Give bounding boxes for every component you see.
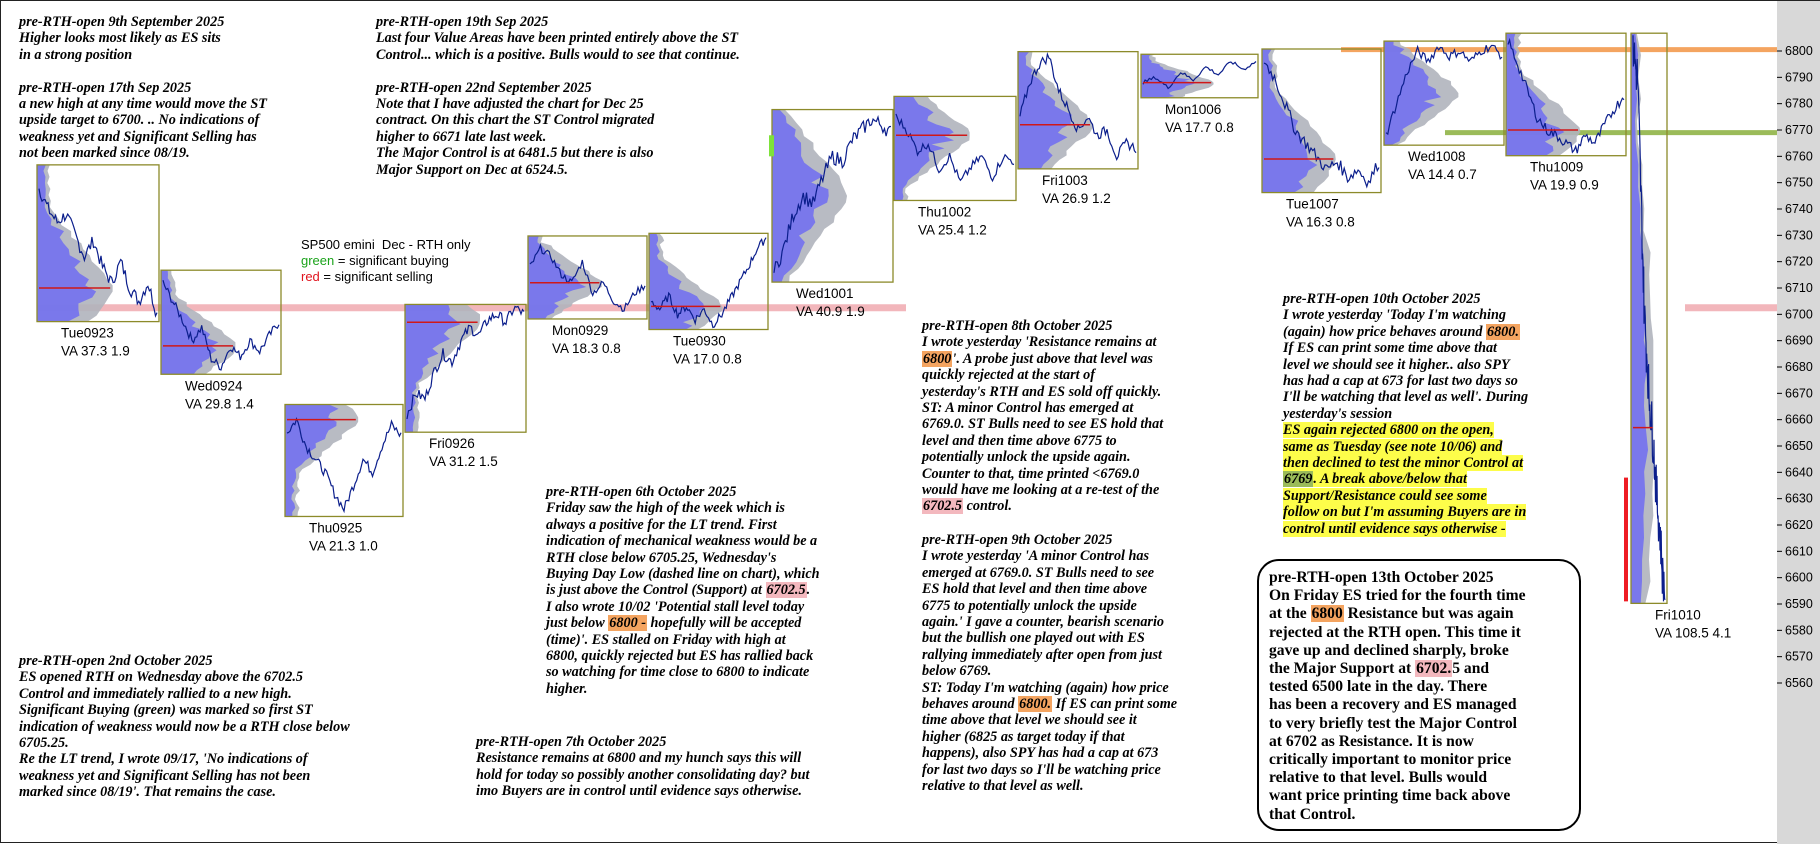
- note-oct-08-text-a: pre-RTH-open 8th October 2025 I wrote yesterday 'Resistance remains at: [922, 318, 1157, 351]
- session-day-label: Thu1009: [1530, 159, 1584, 175]
- note-oct-10-text-b: If ES can print some time above that level we should see it higher.. also SPY has had a cap at 673 for last two days so I'll be watching that level as well'. During yesterday's session: [1283, 340, 1529, 422]
- session-day-label: Wed1008: [1408, 149, 1466, 165]
- note-oct-08-hl-resistance: 6800: [923, 350, 952, 367]
- session-day-label: Tue0923: [61, 325, 114, 341]
- chart-legend: [301, 237, 471, 285]
- y-tick-label: 6670: [1785, 386, 1813, 401]
- y-tick-label: 6600: [1785, 570, 1813, 585]
- session-va-label: VA 17.0 0.8: [673, 351, 742, 367]
- session-day-label: Fri1003: [1042, 172, 1088, 188]
- session-day-label: Tue0930: [673, 333, 726, 349]
- note-oct-09-text-b: If ES can print some time above that level we should see it higher (6825 as target today if that happens), also SPY has had a cap at 673 for last two days so I'll be watching price relative to that level as well.: [922, 696, 1178, 795]
- y-tick-label: 6770: [1785, 123, 1813, 137]
- y-tick-label: 6790: [1785, 70, 1813, 85]
- session-va-label: VA 16.3 0.8: [1286, 214, 1355, 230]
- session-va-label: VA 17.7 0.8: [1165, 119, 1234, 135]
- note-oct-08-hl-control: 6702.5: [923, 498, 963, 515]
- session-day-label: Fri1010: [1655, 607, 1701, 623]
- y-tick-label: 6610: [1785, 544, 1813, 559]
- y-tick-label: 6650: [1785, 439, 1813, 453]
- note-oct-13-text-c: 5 and tested 6500 late in the day. There has been a recovery and ES managed to very briefly test the Major Control at 6702 as Resistance. It is now critically important to monitor price relative to that level. Bulls would want price printing time back above that Control.: [1269, 660, 1517, 823]
- session-va-label: VA 26.9 1.2: [1042, 190, 1111, 206]
- note-oct-06-hl-control: 6702.5: [766, 582, 806, 599]
- session-day-label: Mon0929: [552, 322, 609, 338]
- note-oct-06-hl-resistance: 6800 -: [609, 615, 646, 632]
- note-oct-09: [922, 532, 1177, 795]
- note-oct-07: pre-RTH-open 7th October 2025 Resistance remains at 6800 and my hunch says this will hold for today so possibly another consolidating day? but imo Buyers are in control until evidence says otherwise.: [476, 734, 810, 800]
- y-tick-label: 6620: [1785, 518, 1813, 532]
- note-sep-09-17: pre-RTH-open 9th September 2025 Higher looks most likely as ES sits in a strong position pre-RTH-open 17th Sep 2025 a new high at any time would move the ST upside target to 6700. .. No indications of weakness yet and Significant Selling has not been marked since 08/19.: [19, 14, 267, 162]
- note-oct-08-text-b: '. A probe just above that level was quickly rejected at the start of yesterday's RTH and ES sold off quickly. ST: A minor Control has emerged at 6769.0. ST Bulls need to see ES hold that level and then time above 6775 to potentially unlock the upside again. Counter to that, time printed <6769.0 would have me looking at a re-test of the: [922, 350, 1164, 499]
- legend-red-text: = significant selling: [319, 269, 433, 284]
- y-tick-label: 6560: [1785, 676, 1813, 690]
- session-day-label: Tue1007: [1286, 196, 1339, 212]
- y-tick-label: 6640: [1785, 465, 1813, 480]
- legend-green-word: green: [301, 253, 335, 268]
- note-oct-13-text-b: Resistance but was again rejected at the RTH open. This time it gave up and declined sharply, broke the Major Support at: [1269, 605, 1521, 678]
- note-oct-06: [546, 484, 820, 697]
- session-day-label: Thu1002: [918, 204, 972, 220]
- session-va-label: VA 19.9 0.9: [1530, 177, 1599, 193]
- y-tick-label: 6730: [1785, 228, 1813, 243]
- y-tick-label: 6630: [1785, 491, 1813, 506]
- session-va-label: VA 108.5 4.1: [1655, 625, 1732, 641]
- y-tick-label: 6700: [1785, 307, 1813, 322]
- y-tick-label: 6680: [1785, 360, 1813, 374]
- legend-red-word: red: [301, 269, 320, 284]
- y-tick-label: 6580: [1785, 623, 1813, 638]
- note-oct-06-text-c: hopefully will be accepted (time)'. ES stalled on Friday with high at 6800, quickly rejected but ES has rallied back so watching for time close to 6800 to indicate higher.: [546, 615, 814, 697]
- note-oct-10-text-a: pre-RTH-open 10th October 2025 I wrote yesterday 'Today I'm watching (again) how price behaves around: [1283, 291, 1506, 340]
- note-oct-09-text-a: pre-RTH-open 9th October 2025 I wrote yesterday 'A minor Control has emerged at 6769.0. ST Bulls need to see ES hold that level and then time above 6775 to potentially unlock the upside again.' I gave a counter, bearish scenario but the bullish one played out with ES rallying immediately after open from just below 6769. ST: Today I'm watching (again) how price behaves around: [922, 532, 1169, 713]
- y-tick-label: 6800: [1785, 44, 1813, 58]
- y-tick-label: 6740: [1785, 202, 1813, 216]
- note-oct-10-yellow-a: ES again rejected 6800 on the open, same as Tuesday (see note 10/06) and then declined to test the minor Control at: [1283, 422, 1524, 472]
- y-tick-label: 6570: [1785, 649, 1813, 664]
- session-va-label: VA 25.4 1.2: [918, 222, 987, 238]
- note-oct-10-yellow-b: . A break above/below that Support/Resistance could see some follow on but I'm assuming Buyers are in control until evidence says otherwise -: [1283, 471, 1527, 537]
- y-tick-label: 6660: [1785, 412, 1813, 427]
- legend-title: SP500 emini Dec - RTH only: [301, 237, 471, 252]
- y-tick-label: 6690: [1785, 333, 1813, 348]
- significant-buying-bar: [769, 135, 774, 156]
- y-tick-label: 6750: [1785, 175, 1813, 190]
- significant-selling-bar: [1624, 478, 1628, 602]
- note-oct-06-text-b: . I also wrote 10/02 'Potential stall level today just below: [546, 582, 811, 632]
- note-oct-10-hl-minor-control: 6769: [1284, 471, 1313, 488]
- note-oct-08-text-c: control.: [963, 498, 1012, 515]
- session-va-label: VA 21.3 1.0: [309, 538, 378, 554]
- note-oct-13-hl-resistance: 6800: [1311, 605, 1343, 623]
- note-oct-02: pre-RTH-open 2nd October 2025 ES opened RTH on Wednesday above the 6702.5 Control and immediately rallied to a new high. Significant Buying (green) was marked so first ST indication of weakness would now be a RTH close below 6705.25. Re the LT trend, I wrote 09/17, 'No indications of weakness yet and Significant Selling has not been marked since 08/19'. That remains the case.: [19, 653, 350, 801]
- session-day-label: Thu0925: [309, 520, 363, 536]
- y-tick-label: 6720: [1785, 254, 1813, 269]
- note-oct-09-hl-resistance: 6800.: [1019, 696, 1052, 713]
- session-va-label: VA 37.3 1.9: [61, 343, 130, 359]
- session-va-label: VA 40.9 1.9: [796, 304, 865, 320]
- y-tick-label: 6780: [1785, 96, 1813, 111]
- session-day-label: Mon1006: [1165, 101, 1222, 117]
- session-day-label: Wed1001: [796, 286, 854, 302]
- legend-green-text: = significant buying: [334, 253, 449, 268]
- note-oct-10-hl-resistance: 6800.: [1486, 323, 1519, 340]
- session-day-label: Wed0924: [185, 378, 243, 394]
- note-oct-13-hl-control: 6702.: [1416, 660, 1452, 678]
- session-day-label: Fri0926: [429, 436, 475, 452]
- y-tick-label: 6710: [1785, 281, 1813, 295]
- session-va-label: VA 14.4 0.7: [1408, 167, 1477, 183]
- note-oct-06-text-a: pre-RTH-open 6th October 2025 Friday saw the high of the week which is always a positive for the LT trend. First indication of mechanical weakness would be a RTH close below 6705.25, Wednesday's Buying Day Low (dashed line on chart), which is just above the Control (Support) at: [546, 484, 820, 599]
- y-tick-label: 6760: [1785, 149, 1813, 164]
- session-va-label: VA 29.8 1.4: [185, 396, 254, 412]
- note-oct-13-text-a: pre-RTH-open 13th October 2025 On Friday ES tried for the fourth time at the: [1269, 569, 1526, 623]
- note-oct-08: [922, 318, 1163, 515]
- note-oct-10: [1283, 291, 1528, 537]
- y-tick-label: 6590: [1785, 597, 1813, 611]
- session-va-label: VA 18.3 0.8: [552, 340, 621, 356]
- session-va-label: VA 31.2 1.5: [429, 454, 498, 470]
- note-sep-19-22: pre-RTH-open 19th Sep 2025 Last four Value Areas have been printed entirely above the ST Control... which is a positive. Bulls would to see that continue. pre-RTH-open 22nd September 2025 Note that I have adjusted the chart for Dec 25 contract. On this chart the ST Control migrated higher to 6671 late last week. The Major Control is at 6481.5 but there is also Major Support on Dec at 6524.5.: [376, 14, 740, 178]
- note-oct-13-box: [1257, 559, 1581, 831]
